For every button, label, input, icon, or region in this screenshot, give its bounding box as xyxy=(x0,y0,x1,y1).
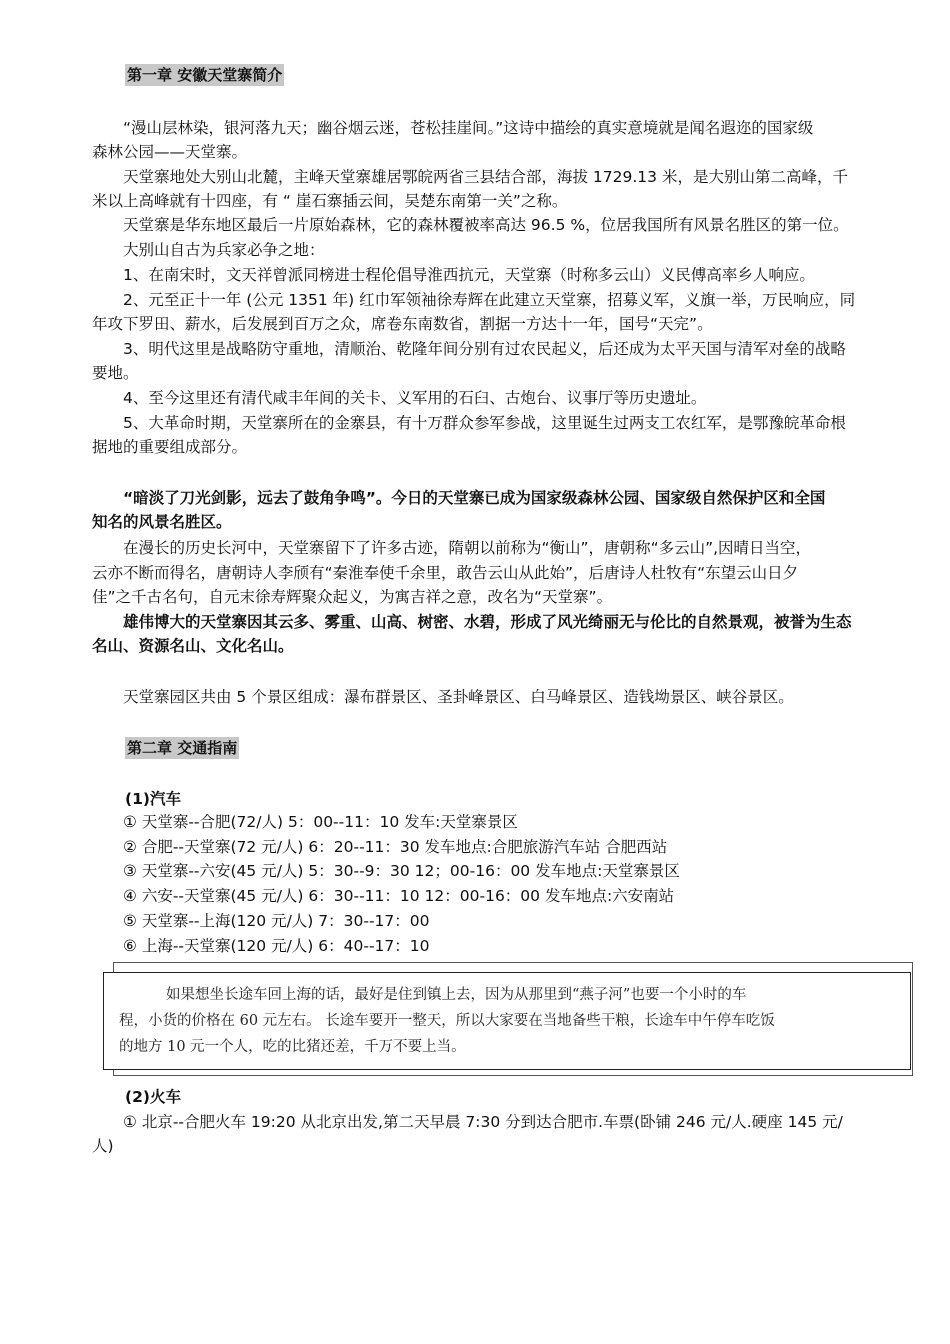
bold-statement-line-2: 知名的风景名胜区。 xyxy=(92,513,232,531)
car-route-6: ⑥ 上海--天堂寨(120 元/人) 6：40--17：10 xyxy=(123,937,430,955)
chapter-2-title: 第二章 交通指南 xyxy=(127,739,238,757)
history-item-2-line-1: 2、元至正十一年 (公元 1351 年) 红巾军领袖徐寿辉在此建立天堂寨，招募义军，义旗一举，万民响应，同 xyxy=(123,291,856,309)
military-intro: 大别山自古为兵家必争之地： xyxy=(123,241,325,259)
history-item-4: 4、至今这里还有清代咸丰年间的关卡、义军用的石臼、古炮台、议事厅等历史遗址。 xyxy=(123,389,707,407)
scenic-areas: 天堂寨园区共由 5 个景区组成：瀑布群景区、圣卦峰景区、白马峰景区、造钱坳景区、峡谷景区。 xyxy=(123,688,794,706)
location-line-2: 米以上高峰就有十四座，有 “ 崖石寨插云间，吴楚东南第一关”之称。 xyxy=(92,192,568,210)
train-route-line-1: ① 北京--合肥火车 19:20 从北京出发,第二天早晨 7:30 分到达合肥市.车票(卧铺 246 元/人.硬座 145 元/ xyxy=(123,1113,843,1131)
car-route-3: ③ 天堂寨--六安(45 元/人) 5：30--9：30 12；00-16：00 发车地点:天堂寨景区 xyxy=(123,862,680,880)
note-line-2: 程，小货的价格在 60 元左右。 长途车要开一整天，所以大家要在当地备些干粮，长途车中午停车吃饭 xyxy=(119,1013,775,1029)
history-item-5-line-1: 5、大革命时期，天堂寨所在的金寨县，有十万群众参军参战，这里诞生过两支工农红军，是鄂豫皖革命根 xyxy=(123,414,846,432)
names-line-2: 云亦不断而得名，唐朝诗人李颀有“秦淮奉使千余里，敢告云山从此始”，后唐诗人杜牧有“东望云山日夕 xyxy=(92,564,799,582)
forest-paragraph: 天堂寨是华东地区最后一片原始森林，它的森林覆被率高达 96.5 %，位居我国所有风景名胜区的第一位。 xyxy=(123,216,849,234)
intro-line-1: “漫山层林染，银河落九天；幽谷烟云迷，苍松挂崖间。”这诗中描绘的真实意境就是闻名遐迩的国家级 xyxy=(123,119,814,137)
chapter-1-title: 第一章 安徽天堂寨简介 xyxy=(127,66,283,84)
names-line-3: 佳”之千古名句，自元末徐寿辉聚众起义，为寓吉祥之意，改名为“天堂寨”。 xyxy=(92,588,613,606)
bold-statement-line-1: “暗淡了刀光剑影，远去了鼓角争鸣”。今日的天堂寨已成为国家级森林公园、国家级自然保护区和全国 xyxy=(123,489,826,507)
train-section-title: (2)火车 xyxy=(125,1088,181,1106)
names-line-1: 在漫长的历史长河中，天堂寨留下了许多古迹，隋朝以前称为“衡山”，唐朝称“多云山”,因晴日当空， xyxy=(123,539,812,557)
landscape-line-1: 雄伟博大的天堂寨因其云多、雾重、山高、树密、水碧，形成了风光绮丽无与伦比的自然景观，被誉为生态 xyxy=(123,613,852,631)
history-item-1: 1、在南宋时，文天祥曾派同榜进士程伦倡导淮西抗元，天堂寨（时称多云山）义民傅高率乡人响应。 xyxy=(123,266,815,284)
landscape-line-2: 名山、资源名山、文化名山。 xyxy=(92,637,294,655)
car-route-1: ① 天堂寨--合肥(72/人) 5：00--11：10 发车:天堂寨景区 xyxy=(123,813,518,831)
location-line-1: 天堂寨地处大别山北麓，主峰天堂寨雄居鄂皖两省三县结合部，海拔 1729.13 米，是大别山第二高峰，千 xyxy=(123,168,848,186)
intro-line-2: 森林公园——天堂寨。 xyxy=(92,143,248,161)
history-item-2-line-2: 年攻下罗田、薪水，后发展到百万之众，席卷东南数省，割据一方达十一年，国号“天完”。 xyxy=(92,315,713,333)
car-route-4: ④ 六安--天堂寨(45 元/人) 6：30--11：10 12：00-16：00 发车地点:六安南站 xyxy=(123,887,675,905)
history-item-5-line-2: 据地的重要组成部分。 xyxy=(92,438,248,456)
history-item-3-line-2: 要地。 xyxy=(92,364,139,382)
train-route-line-2: 人) xyxy=(92,1137,114,1155)
car-section-title: (1)汽车 xyxy=(125,790,181,808)
note-line-3: 的地方 10 元一个人，吃的比猪还差，千万不要上当。 xyxy=(119,1039,466,1055)
history-item-3-line-1: 3、明代这里是战略防守重地，清顺治、乾隆年间分别有过农民起义，后还成为太平天国与清军对垒的战略 xyxy=(123,340,846,358)
note-line-1: 如果想坐长途车回上海的话，最好是住到镇上去，因为从那里到“燕子河”也要一个小时的车 xyxy=(166,987,747,1003)
car-route-2: ② 合肥--天堂寨(72 元/人) 6：20--11：30 发车地点:合肥旅游汽车站 合肥西站 xyxy=(123,838,668,856)
car-route-5: ⑤ 天堂寨--上海(120 元/人) 7：30--17：00 xyxy=(123,912,430,930)
